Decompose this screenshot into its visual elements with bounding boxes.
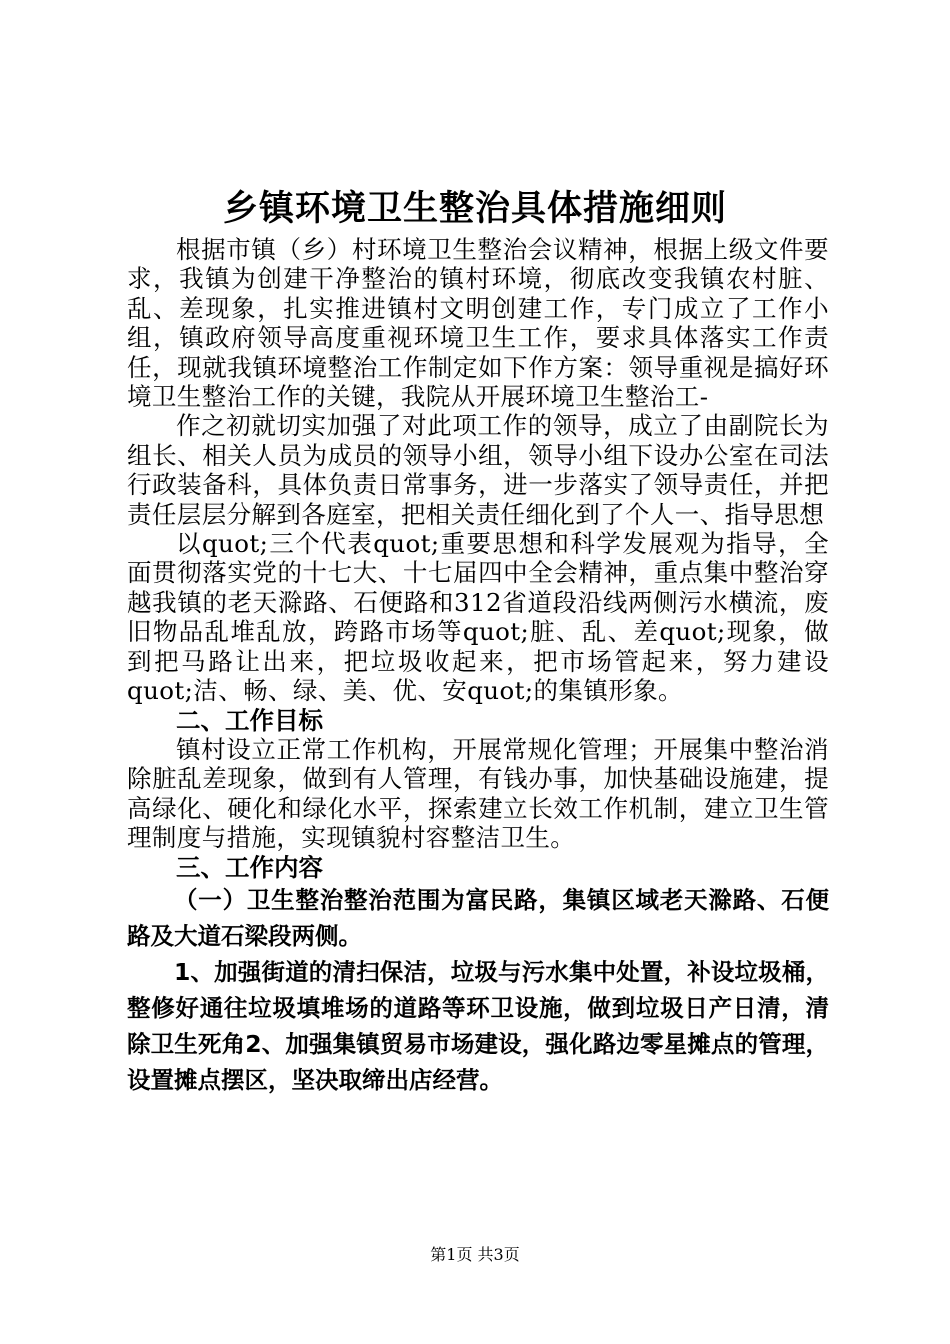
paragraph-leadership: 作之初就切实加强了对此项工作的领导，成立了由副院长为组长、相关人员为成员的领导小组，领导小组下设办公室在司法行政装备科，具体负责日常事务，进一步落实了领导责任，并把责任层层分解到各庭室，把相关责任细化到了个人一、指导思想: [127, 411, 829, 529]
heading-work-goals: 二、工作目标: [176, 705, 323, 735]
paragraph-guiding-ideology: 以quot;三个代表quot;重要思想和科学发展观为指导，全面贯彻落实党的十七大、十七届四中全会精神，重点集中整治穿越我镇的老天滁路、石便路和312省道段沿线两侧污水横流，废旧物品乱堆乱放，跨路市场等quot;脏、乱、差quot;现象，做到把马路让出来，把垃圾收起来，把市场管起来，努力建设quot;洁、畅、绿、美、优、安quot;的集镇形象。: [127, 529, 829, 706]
page-footer: 第1页 共3页: [430, 1245, 520, 1264]
paragraph-street-cleaning: 1、加强街道的清扫保洁，垃圾与污水集中处置，补设垃圾桶，整修好通往垃圾填堆场的道路等环卫设施，做到垃圾日产日清，清除卫生死角2、加强集镇贸易市场建设，强化路边零星摊点的管理，设置摊点摆区，坚决取缔出店经营。: [127, 957, 829, 1094]
paragraph-intro: 根据市镇（乡）村环境卫生整治会议精神，根据上级文件要求，我镇为创建干净整治的镇村环境，彻底改变我镇农村脏、乱、差现象，扎实推进镇村文明创建工作，专门成立了工作小组，镇政府领导高度重视环境卫生工作，要求具体落实工作责任，现就我镇环境整治工作制定如下作方案：领导重视是搞好环境卫生整治工作的关键，我院从开展环境卫生整治工-: [127, 235, 829, 412]
document-body: [127, 235, 829, 1098]
paragraph-sanitation-scope: （一）卫生整治整治范围为富民路，集镇区域老天滁路、石便路及大道石梁段两侧。: [127, 885, 829, 950]
document-title: 乡镇环境卫生整治具体措施细则: [222, 189, 727, 229]
heading-work-content: 三、工作内容: [176, 852, 323, 882]
paragraph-work-goals: 镇村设立正常工作机构，开展常规化管理；开展集中整治消除脏乱差现象，做到有人管理，有钱办事，加快基础设施建，提高绿化、硬化和绿化水平，探索建立长效工作机制，建立卫生管理制度与措施，实现镇貌村容整洁卫生。: [127, 734, 829, 853]
